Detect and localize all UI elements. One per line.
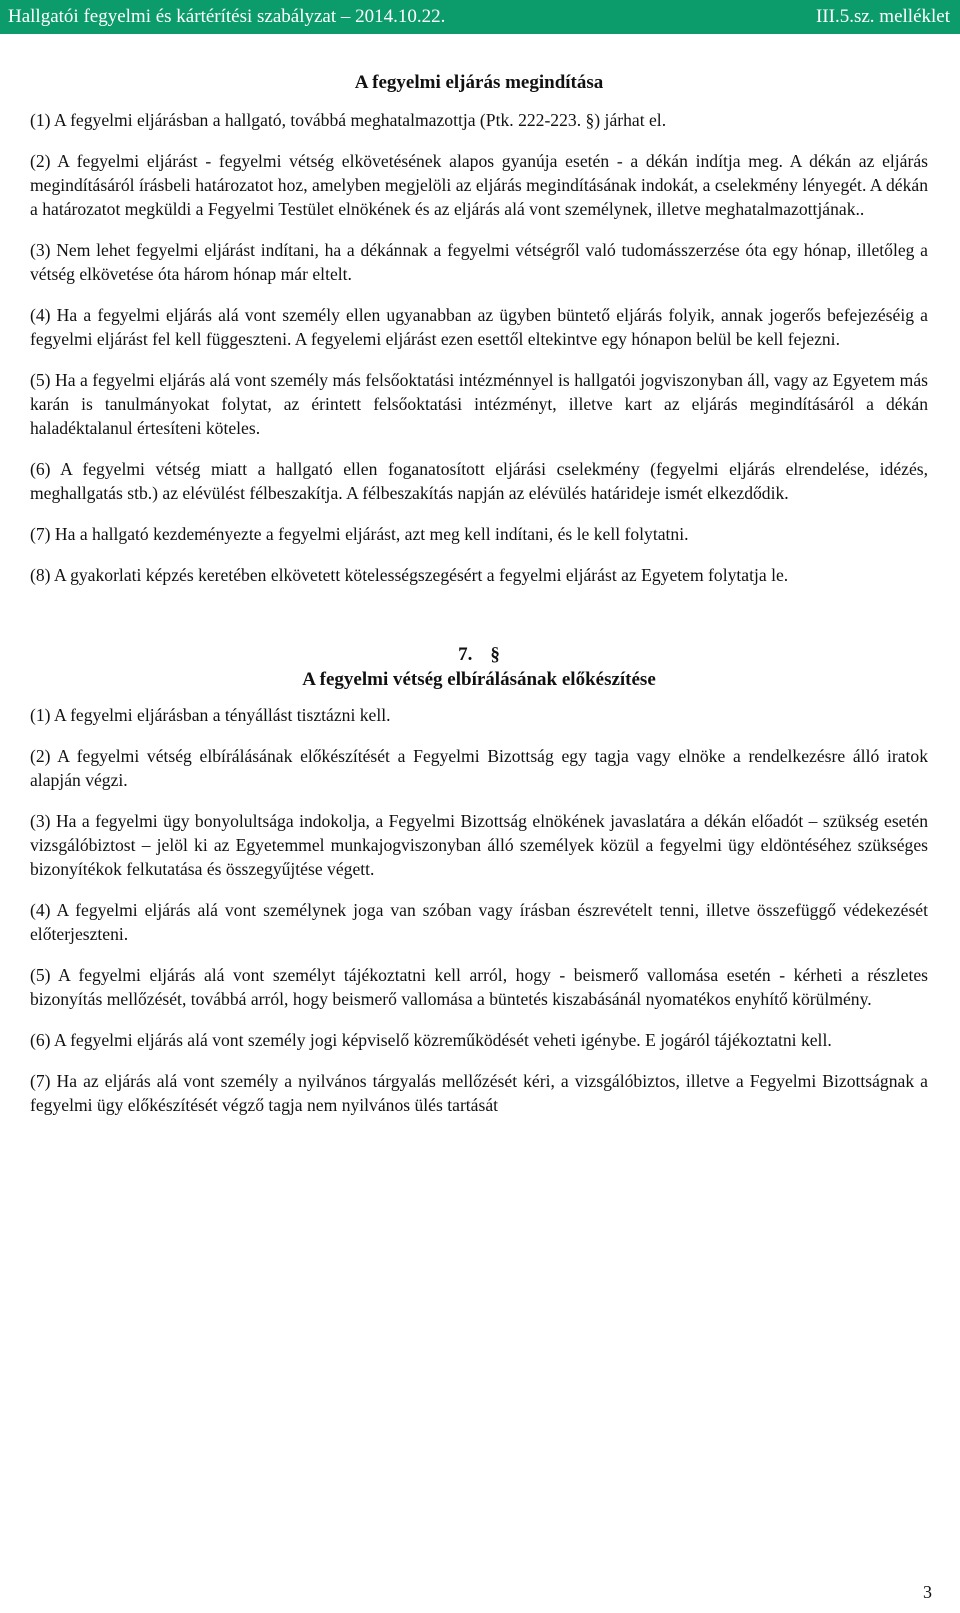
- paragraph: (7) Ha az eljárás alá vont személy a nyilvános tárgyalás mellőzését kéri, a vizsgálóbiztos, illetve a Fegyelmi Bizottságnak a fegyelmi ügy előkészítését végző tagja nem nyilvános ülés tartását: [30, 1071, 928, 1115]
- section-number-value: 7.: [458, 644, 473, 665]
- paragraph: (6) A fegyelmi vétség miatt a hallgató ellen foganatosított eljárási cselekmény (fegyelmi eljárás elrendelése, idézés, meghallgatás stb.) az elévülést félbeszakítja. A félbeszakítás napján az elévülés határideje ismét elkezdődik.: [30, 459, 928, 503]
- section-title: A fegyelmi eljárás megindítása: [354, 72, 604, 93]
- document-header: [0, 0, 960, 34]
- paragraph: (8) A gyakorlati képzés keretében elkövetett kötelességszegésért a fegyelmi eljárást az Egyetem folytatja le.: [30, 565, 789, 585]
- header-annex: III.5.sz. melléklet: [815, 6, 950, 27]
- paragraph: (4) Ha a fegyelmi eljárás alá vont személy ellen ugyanabban az ügyben büntető eljárás folyik, annak jogerős befejezéséig a fegyelmi eljárást fel kell függeszteni. A fegyelemi eljárást ezen esettől eltekintve egy hónapon belül be kell fejezni.: [30, 305, 928, 349]
- paragraph: (5) Ha a fegyelmi eljárás alá vont személy más felsőoktatási intézménnyel is hallgatói jogviszonyban áll, vagy az Egyetem más karán is tanulmányokat folytat, az érintett felsőoktatási intézményt, illetve kart az eljárás megindításáról a dékán haladéktalanul értesíteni köteles.: [30, 370, 928, 438]
- page-number: 3: [923, 1582, 932, 1602]
- header-title: Hallgatói fegyelmi és kártérítési szabályzat – 2014.10.22.: [8, 6, 446, 27]
- paragraph: (2) A fegyelmi eljárást - fegyelmi vétség elkövetésének alapos gyanúja esetén - a dékán indítja meg. A dékán az eljárás megindításáról írásbeli határozatot hoz, amelyben megjelöli az eljárás megindításának indokát, a cselekmény lényegét. A dékán a határozatot megküldi a Fegyelmi Testület elnökének és az eljárás alá vont személynek, illetve meghatalmazottjának..: [30, 151, 928, 219]
- paragraph: (5) A fegyelmi eljárás alá vont személyt tájékoztatni kell arról, hogy - beismerő vallomása esetén - kérheti a részletes bizonyítás mellőzését, továbbá arról, hogy beismerő vallomása a büntetés kiszabásánál nyomatékos enyhítő körülmény.: [30, 965, 928, 1009]
- paragraph: (6) A fegyelmi eljárás alá vont személy jogi képviselő közreműködését veheti igénybe. E jogáról tájékoztatni kell.: [30, 1030, 832, 1050]
- document-body: [30, 62, 928, 1134]
- paragraph: (1) A fegyelmi eljárásban a tényállást tisztázni kell.: [30, 705, 391, 725]
- paragraph: (2) A fegyelmi vétség elbírálásának előkészítését a Fegyelmi Bizottság egy tagja vagy elnöke a rendelkezésre álló iratok alapján végzi.: [30, 746, 928, 790]
- paragraph: (7) Ha a hallgató kezdeményezte a fegyelmi eljárást, azt meg kell indítani, és le kell folytatni.: [30, 524, 689, 544]
- paragraph: (3) Nem lehet fegyelmi eljárást indítani, ha a dékánnak a fegyelmi vétségről való tudomásszerzése óta egy hónap, illetőleg a vétség elkövetése óta három hónap már eltelt.: [30, 240, 928, 284]
- paragraph: (1) A fegyelmi eljárásban a hallgató, továbbá meghatalmazottja (Ptk. 222-223. §) járhat el.: [30, 110, 667, 130]
- section-title: A fegyelmi vétség elbírálásának előkészítése: [302, 669, 656, 690]
- section-number: [30, 643, 928, 667]
- paragraph: (4) A fegyelmi eljárás alá vont személynek joga van szóban vagy írásban észrevételt tenni, illetve összefüggő védekezését előterjeszteni.: [30, 900, 928, 944]
- paragraph-mark: §: [490, 644, 500, 665]
- paragraph: (3) Ha a fegyelmi ügy bonyolultsága indokolja, a Fegyelmi Bizottság elnökének javaslatára a dékán előadót – szükség esetén vizsgálóbiztost – jelöl ki az Egyetemmel munkajogviszonyban álló személyek közül a fegyelmi ügy eldöntéséhez szükséges bizonyítékok felkutatása és összegyűjtése végett.: [30, 811, 928, 879]
